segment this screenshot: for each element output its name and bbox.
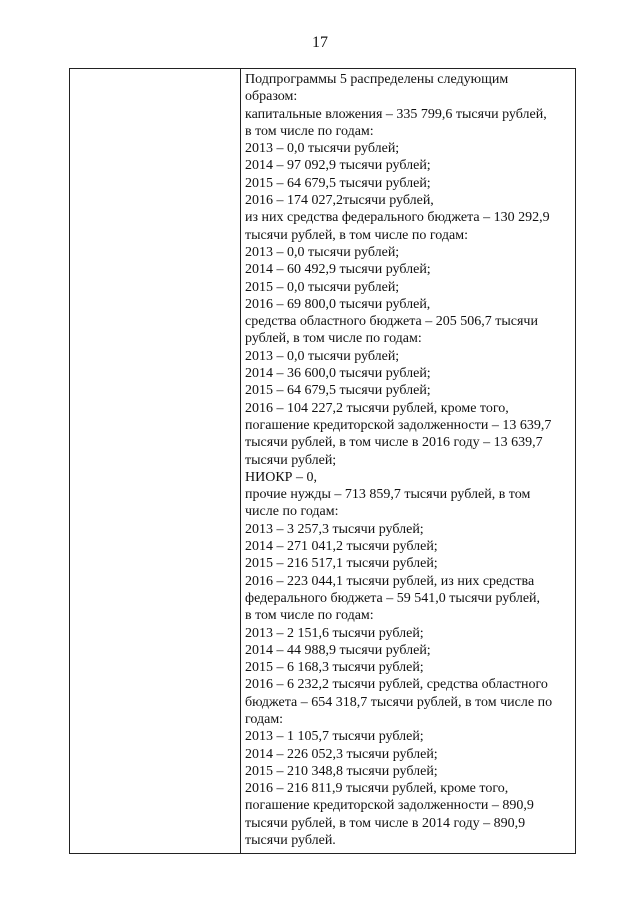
text-line: тысячи рублей, в том числе в 2016 году – 13 639,7 <box>245 435 543 451</box>
text-line: 2015 – 0,0 тысячи рублей; <box>245 279 400 295</box>
text-line: тысячи рублей. <box>245 833 336 849</box>
text-line: федерального бюджета – 59 541,0 тысячи рублей, <box>245 590 541 606</box>
text-line: капитальные вложения – 335 799,6 тысячи рублей, <box>245 106 547 122</box>
text-line: тысячи рублей, в том числе по годам: <box>245 227 468 243</box>
text-line: Подпрограммы 5 распределены следующим <box>245 72 509 87</box>
text-line: НИОКР – 0, <box>245 469 317 485</box>
text-line: 2015 – 216 517,1 тысячи рублей; <box>245 556 438 572</box>
content-table <box>69 68 576 854</box>
text-line: 2014 – 226 052,3 тысячи рублей; <box>245 746 438 762</box>
text-line: 2015 – 210 348,8 тысячи рублей; <box>245 763 438 779</box>
text-line: погашение кредиторской задолженности – 13 639,7 <box>245 417 552 433</box>
text-line: прочие нужды – 713 859,7 тысячи рублей, в том <box>245 487 531 503</box>
text-line: 2013 – 0,0 тысячи рублей; <box>245 348 400 364</box>
text-line: 2016 – 223 044,1 тысячи рублей, из них средства <box>245 573 535 589</box>
text-line: 2016 – 69 800,0 тысячи рублей, <box>245 296 431 312</box>
text-line: 2013 – 0,0 тысячи рублей; <box>245 244 400 260</box>
text-line: 2016 – 174 027,2тысячи рублей, <box>245 193 434 209</box>
text-line: 2014 – 60 492,9 тысячи рублей; <box>245 262 431 278</box>
text-line: 2016 – 6 232,2 тысячи рублей, средства областного <box>245 677 548 693</box>
text-line: тысячи рублей; <box>245 452 337 468</box>
text-line: 2016 – 216 811,9 тысячи рублей, кроме того, <box>245 781 509 797</box>
text-line: в том числе по годам: <box>245 608 374 624</box>
table-right-cell <box>241 69 575 853</box>
text-line: в том числе по годам: <box>245 123 374 139</box>
text-line: 2014 – 97 092,9 тысячи рублей; <box>245 158 431 174</box>
text-line: 2014 – 271 041,2 тысячи рублей; <box>245 539 438 555</box>
text-line: 2015 – 64 679,5 тысячи рублей; <box>245 175 431 191</box>
text-line: 2013 – 0,0 тысячи рублей; <box>245 141 400 157</box>
text-line: 2014 – 44 988,9 тысячи рублей; <box>245 642 431 658</box>
text-line: 2013 – 2 151,6 тысячи рублей; <box>245 625 424 641</box>
text-line: 2015 – 6 168,3 тысячи рублей; <box>245 660 424 676</box>
text-line: образом: <box>245 89 298 105</box>
text-line: 2013 – 3 257,3 тысячи рублей; <box>245 521 424 537</box>
text-line: средства областного бюджета – 205 506,7 тысячи <box>245 314 538 330</box>
text-line: 2015 – 64 679,5 тысячи рублей; <box>245 383 431 399</box>
text-line: бюджета – 654 318,7 тысячи рублей, в том числе по <box>245 694 553 710</box>
text-line: из них средства федерального бюджета – 130 292,9 <box>245 210 550 226</box>
text-line: 2013 – 1 105,7 тысячи рублей; <box>245 729 424 745</box>
table-left-cell <box>70 69 241 853</box>
text-line: 2014 – 36 600,0 тысячи рублей; <box>245 366 431 382</box>
text-line: тысячи рублей, в том числе в 2014 году – 890,9 <box>245 815 526 831</box>
text-line: числе по годам: <box>245 504 339 520</box>
text-line: годам: <box>245 711 284 727</box>
text-line: погашение кредиторской задолженности – 890,9 <box>245 798 534 814</box>
page-number: 17 <box>312 34 328 51</box>
text-line: рублей, в том числе по годам: <box>245 331 422 347</box>
text-line: 2016 – 104 227,2 тысячи рублей, кроме того, <box>245 400 509 416</box>
